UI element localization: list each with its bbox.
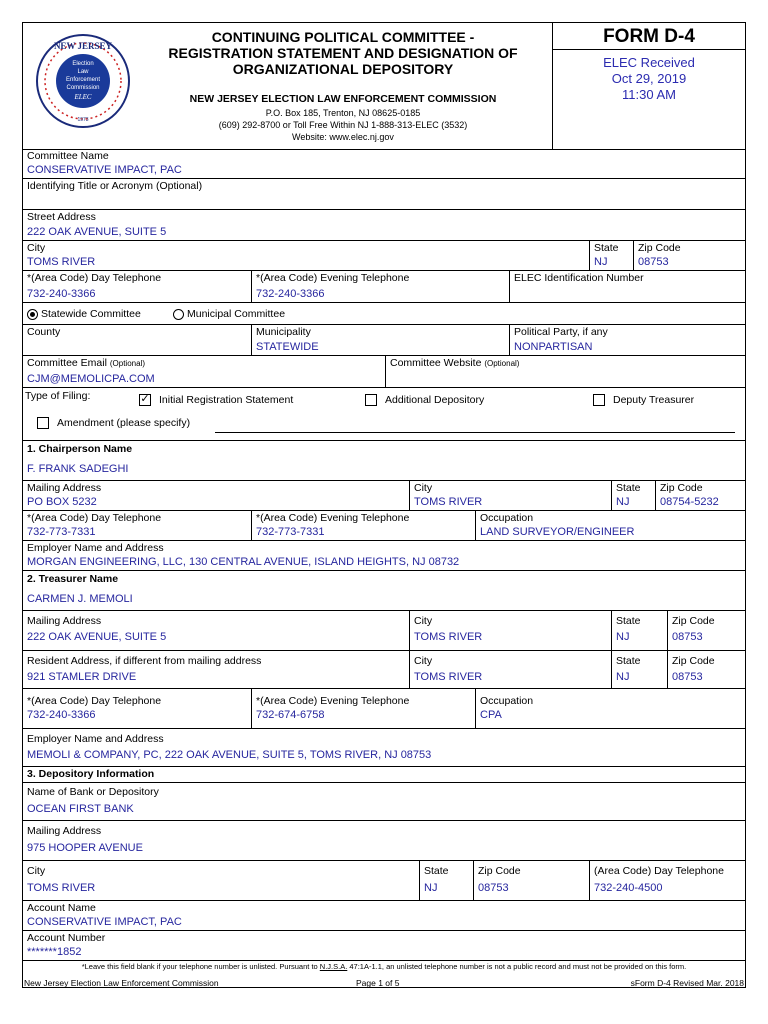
svg-text:Enforcement: Enforcement xyxy=(65,77,101,83)
city-row: City TOMS RIVER State NJ Zip Code 08753 xyxy=(23,241,745,271)
svg-text:Law: Law xyxy=(77,69,89,75)
bank-address-row: Mailing Address 975 HOOPER AVENUE xyxy=(23,821,745,861)
acronym-row: Identifying Title or Acronym (Optional) xyxy=(23,179,745,210)
svg-text:Commission: Commission xyxy=(66,85,100,91)
statewide-radio[interactable]: Statewide Committee xyxy=(27,308,141,320)
chair-phone-row: *(Area Code) Day Telephone 732-773-7331 *(Area Code) Evening Telephone 732-773-7331 Occupation LAND SURVEYOR/ENGINEER xyxy=(23,511,745,541)
footer-agency: New Jersey Election Law Enforcement Commission xyxy=(24,978,219,988)
form-number-box xyxy=(552,23,745,149)
depository-section-row: 3. Depository Information xyxy=(23,767,745,783)
initial-registration-checkbox[interactable]: ✓ Initial Registration Statement xyxy=(140,393,294,406)
street-value[interactable]: 222 OAK AVENUE, SUITE 5 xyxy=(27,226,167,238)
received-stamp: ELEC Received Oct 29, 2019 11:30 AM xyxy=(603,55,695,102)
zip-value[interactable]: 08753 xyxy=(638,256,669,268)
treasurer-employer-row: Employer Name and Address MEMOLI & COMPANY, PC, 222 OAK AVENUE, SUITE 5, TOMS RIVER, NJ 08753 xyxy=(23,729,745,767)
svg-text:NEW JERSEY: NEW JERSEY xyxy=(53,41,113,51)
treasurer-name-row: 2. Treasurer Name CARMEN J. MEMOLI xyxy=(23,571,745,611)
form-title: CONTINUING POLITICAL COMMITTEE - REGISTRATION STATEMENT AND DESIGNATION OF ORGANIZATIONAL DEPOSITORY xyxy=(168,29,518,77)
county-row: County Municipality STATEWIDE Political Party, if any NONPARTISAN xyxy=(23,325,745,356)
elec-seal-logo xyxy=(35,33,131,129)
treasurer-address-row: Mailing Address 222 OAK AVENUE, SUITE 5 City TOMS RIVER State NJ Zip Code 08753 xyxy=(23,611,745,651)
chair-name-row: 1. Chairperson Name F. FRANK SADEGHI xyxy=(23,441,745,481)
chair-employer-row: Employer Name and Address MORGAN ENGINEERING, LLC, 130 CENTRAL AVENUE, ISLAND HEIGHTS, NJ 08732 xyxy=(23,541,745,571)
svg-text:1973: 1973 xyxy=(77,117,89,123)
email-value[interactable]: CJM@MEMOLICPA.COM xyxy=(27,373,155,385)
account-number-row: Account Number *******1852 xyxy=(23,931,745,961)
amendment-line[interactable] xyxy=(215,432,735,433)
form-page xyxy=(22,22,746,988)
deputy-treasurer-checkbox[interactable]: Deputy Treasurer xyxy=(593,394,694,406)
bank-city-row: City TOMS RIVER State NJ Zip Code 08753 (Area Code) Day Telephone 732-240-4500 xyxy=(23,861,745,901)
city-value[interactable]: TOMS RIVER xyxy=(27,256,96,268)
svg-text:Election: Election xyxy=(72,61,94,67)
municipal-radio[interactable]: Municipal Committee xyxy=(173,308,285,320)
form-number: FORM D-4 xyxy=(553,25,745,50)
chair-address-row: Mailing Address PO BOX 5232 City TOMS RIVER State NJ Zip Code 08754-5232 xyxy=(23,481,745,511)
agency-contact: P.O. Box 185, Trenton, NJ 08625-0185 (609) 292-8700 or Toll Free Within NJ 1-888-313-ELEC (3532) Website: www.elec.nj.gov xyxy=(218,108,468,142)
amendment-checkbox[interactable]: Amendment (please specify) xyxy=(37,417,190,429)
committee-phone-row: *(Area Code) Day Telephone 732-240-3366 *(Area Code) Evening Telephone 732-240-3366 ELEC Identification Number xyxy=(23,271,745,303)
unlisted-phone-note: *Leave this field blank if your telephone number is unlisted. Pursuant to N.J.S.A. 47:1A-1.1, an unlisted telephone number is not a public record and must not be provided on this form. xyxy=(81,962,687,971)
treasurer-phone-row: *(Area Code) Day Telephone 732-240-3366 *(Area Code) Evening Telephone 732-674-6758 Occupation CPA xyxy=(23,689,745,729)
filing-type-row: Type of Filing: ✓ Initial Registration Statement Additional Depository Deputy Treasurer Amendment (please specify) xyxy=(23,388,745,441)
bank-name-row: Name of Bank or Depository OCEAN FIRST BANK xyxy=(23,783,745,821)
committee-type-row xyxy=(23,303,745,325)
svg-text:ELEC: ELEC xyxy=(74,93,92,101)
additional-depository-checkbox[interactable]: Additional Depository xyxy=(365,394,484,406)
committee-name-value[interactable]: CONSERVATIVE IMPACT, PAC xyxy=(27,164,182,176)
check-mark-icon: ✓ xyxy=(140,393,150,406)
agency-name: NEW JERSEY ELECTION LAW ENFORCEMENT COMMISSION xyxy=(189,93,497,105)
account-name-row: Account Name CONSERVATIVE IMPACT, PAC xyxy=(23,901,745,931)
footer-page-number: Page 1 of 5 xyxy=(356,978,400,988)
street-row: Street Address 222 OAK AVENUE, SUITE 5 xyxy=(23,210,745,241)
radio-selected-icon xyxy=(27,309,38,320)
form-header xyxy=(23,23,745,150)
state-value[interactable]: NJ xyxy=(594,256,608,268)
footer-revision: sForm D-4 Revised Mar. 2018 xyxy=(630,978,744,988)
email-row: Committee Email (Optional) CJM@MEMOLICPA.COM Committee Website (Optional) xyxy=(23,356,745,388)
radio-empty-icon xyxy=(173,309,184,320)
treasurer-resident-row: Resident Address, if different from mailing address 921 STAMLER DRIVE City TOMS RIVER State NJ Zip Code 08753 xyxy=(23,651,745,689)
committee-name-row: Committee Name CONSERVATIVE IMPACT, PAC xyxy=(23,149,745,179)
